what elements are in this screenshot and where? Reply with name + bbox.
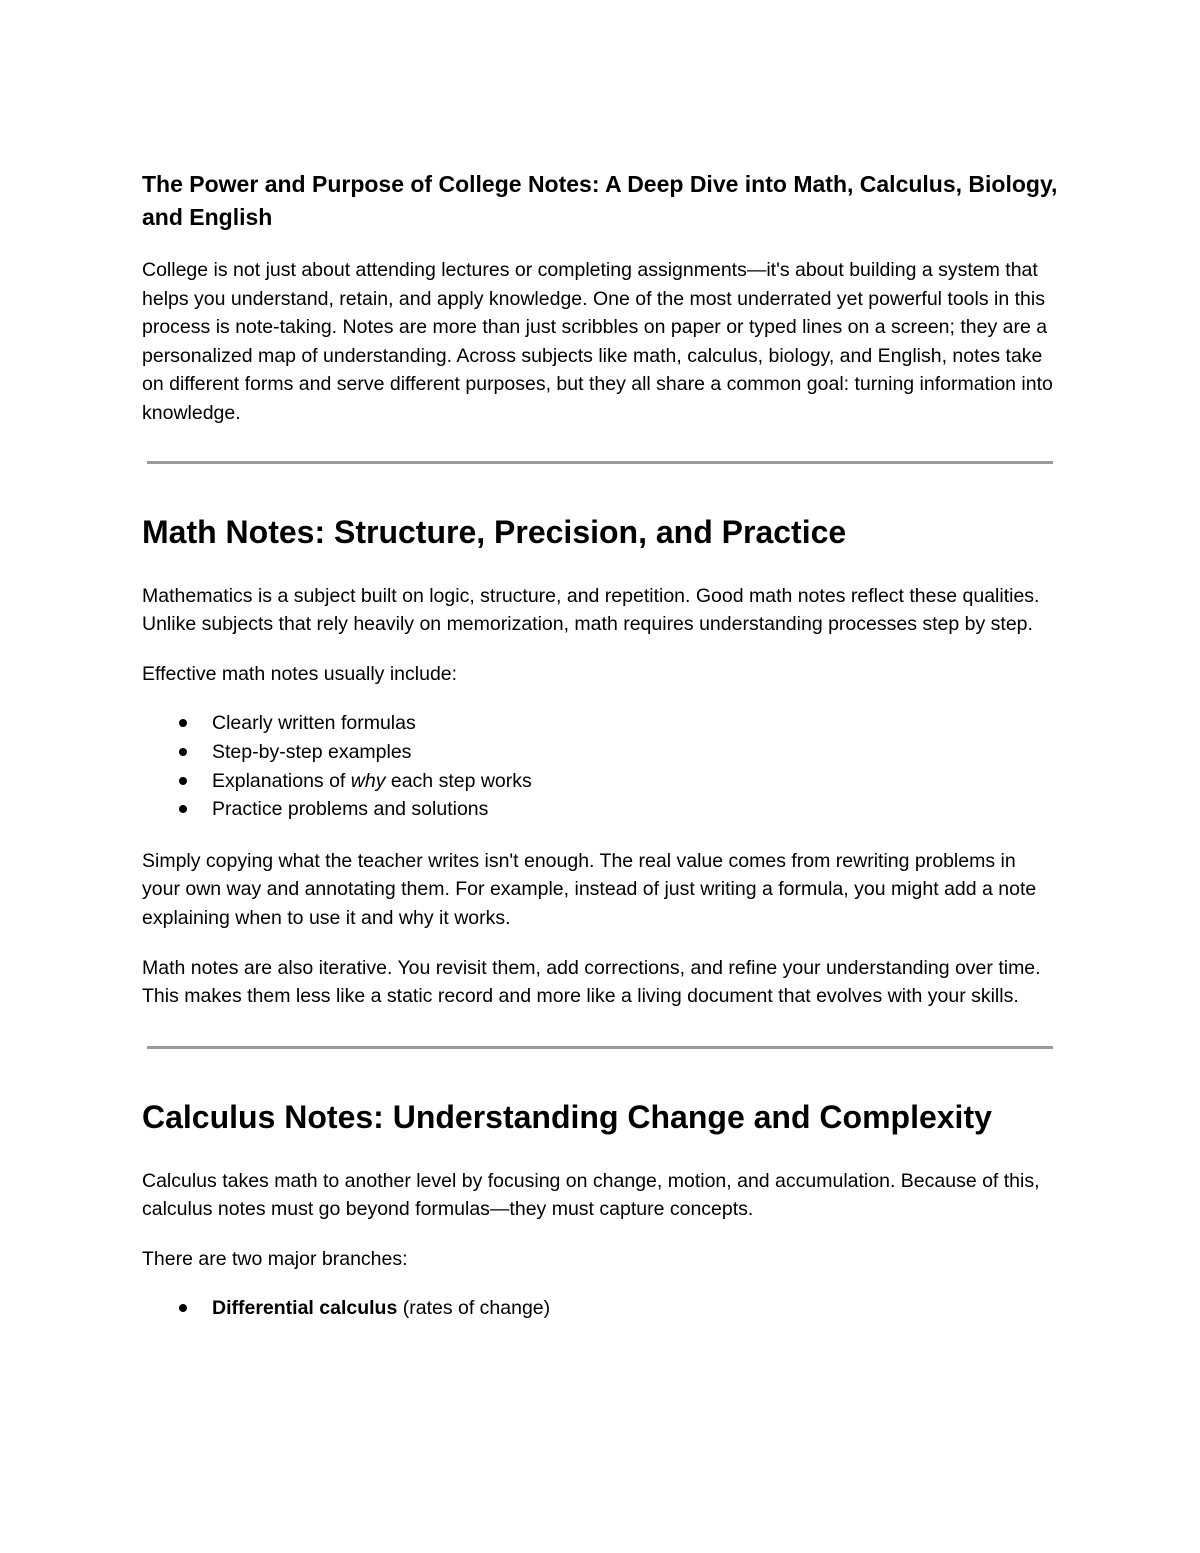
calculus-paragraph-1: Calculus takes math to another level by focusing on change, motion, and accumulation. Because of this, calculus notes must go beyond formulas—they must capture concepts.	[142, 1169, 1040, 1221]
list-item-text-after: (rates of change)	[397, 1297, 551, 1320]
list-item-text: Step-by-step examples	[212, 740, 412, 763]
math-list-intro: Effective math notes usually include:	[142, 662, 458, 685]
list-item	[142, 1294, 1058, 1323]
bullet-icon	[179, 1304, 187, 1312]
math-paragraph-1: Mathematics is a subject built on logic, structure, and repetition. Good math notes reflect these qualities. Unlike subjects that rely heavily on memorization, math requires understanding processes step by step.	[142, 584, 1040, 636]
bullet-icon	[179, 719, 187, 727]
horizontal-divider	[147, 1046, 1053, 1049]
list-item-strong: Differential calculus	[212, 1297, 398, 1320]
math-paragraph-2: Simply copying what the teacher writes isn't enough. The real value comes from rewriting problems in your own way and annotating them. For example, instead of just writing a formula, you might add a note explaining when to use it and why it works.	[142, 849, 1037, 929]
list-item-text: Practice problems and solutions	[212, 798, 489, 821]
list-item-text-after: each step works	[385, 769, 532, 792]
intro-paragraph: College is not just about attending lectures or completing assignments—it's about building a system that helps you understand, retain, and apply knowledge. One of the most underrated yet powerful tools in this process is note-taking. Notes are more than just scribbles on paper or typed lines on a screen; they are a personalized map of understanding. Across subjects like math, calculus, biology, and English, notes take on different forms and serve different purposes, but they all share a common goal: turning information into knowledge.	[142, 259, 1053, 424]
bullet-icon	[179, 805, 187, 813]
list-item	[142, 709, 1058, 738]
horizontal-divider	[147, 461, 1053, 464]
document-title: The Power and Purpose of College Notes: A Deep Dive into Math, Calculus, Biology, and English	[142, 171, 1058, 230]
list-item-text-before: Explanations of	[212, 769, 351, 792]
bullet-icon	[179, 748, 187, 756]
calculus-heading: Calculus Notes: Understanding Change and Complexity	[142, 1098, 992, 1135]
math-section	[142, 512, 1058, 1011]
calculus-bullet-list	[142, 1294, 1058, 1323]
list-item	[142, 795, 1058, 824]
list-item	[142, 738, 1058, 767]
bullet-icon	[179, 777, 187, 785]
calculus-list-intro: There are two major branches:	[142, 1247, 408, 1270]
math-paragraph-3: Math notes are also iterative. You revisit them, add corrections, and refine your understanding over time. This makes them less like a static record and more like a living document that evolves with your skills.	[142, 956, 1041, 1008]
math-heading: Math Notes: Structure, Precision, and Practice	[142, 513, 847, 550]
calculus-section	[142, 1097, 1058, 1323]
list-item-emphasis: why	[350, 769, 386, 792]
list-item-text: Clearly written formulas	[212, 712, 416, 735]
list-item	[142, 767, 1058, 796]
math-bullet-list	[142, 709, 1058, 823]
